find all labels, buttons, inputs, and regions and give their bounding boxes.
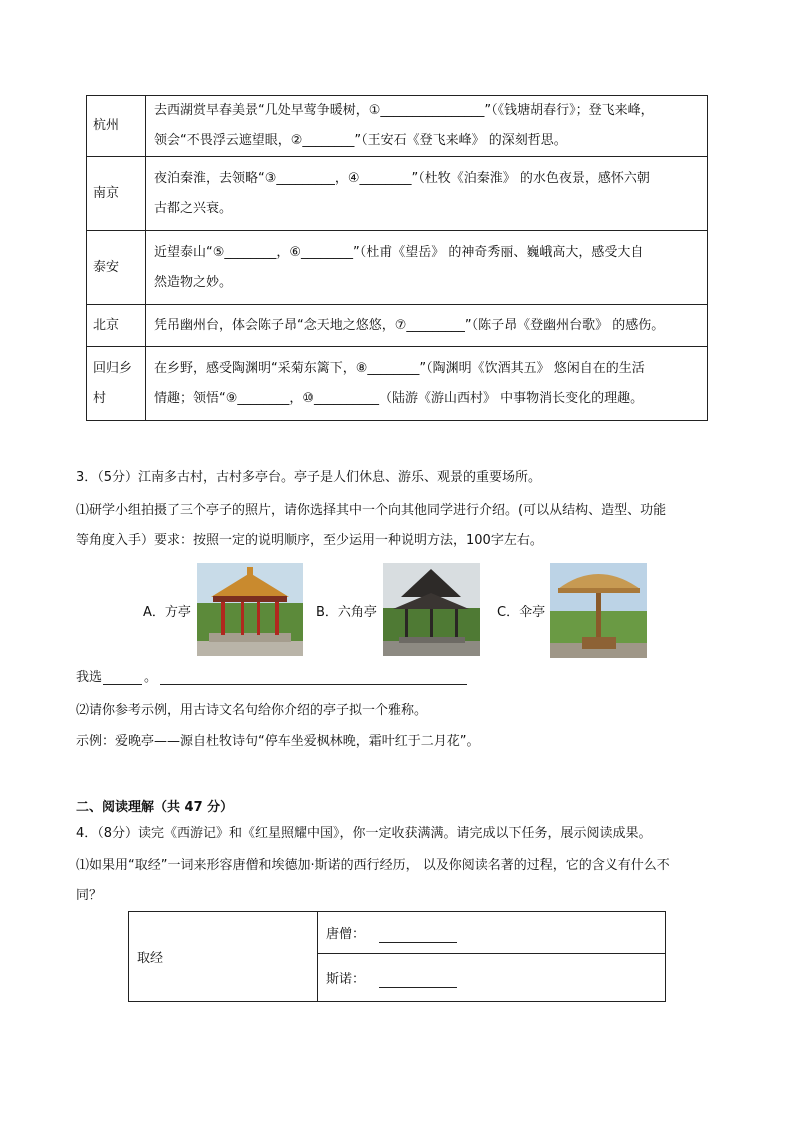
snow-cell: [318, 954, 666, 1002]
description-line: 情趣；领悟“⑨________，⑩__________（陆游《游山西村》 中事物消长变化的理趣。: [154, 390, 644, 406]
description-cell: [146, 305, 708, 347]
choose-suffix: 。: [144, 670, 158, 685]
qujing-table: [128, 911, 666, 1002]
table-row: [87, 157, 708, 231]
snow-answer-blank[interactable]: [379, 972, 457, 988]
description-line: 古都之兴衰。: [154, 200, 233, 216]
description-line: 领会“不畏浮云遮望眼，②________”（王安石《登飞来峰》 的深刻哲思。: [154, 133, 567, 148]
answer-blank-line[interactable]: [160, 684, 467, 685]
question-3-sub2: ⑵请你参考示例，用古诗文名句给你介绍的亭子拟一个雅称。: [76, 703, 428, 718]
question-3-stem: 3．（5分）江南多古村，古村多亭台。亭子是人们休息、游乐、观景的重要场所。: [76, 470, 542, 485]
question-3-example: 示例：爱晚亭——源自杜牧诗句“停车坐爱枫林晚，霜叶红于二月花”。: [76, 734, 480, 749]
description-line: 凭吊幽州台，体会陈子昂“念天地之悠悠，⑦_________”（陈子昂《登幽州台歌》 的感伤。: [154, 317, 665, 333]
description-line: 近望泰山“⑤________，⑥________”（杜甫《望岳》 的神奇秀丽、巍峨高大，感受大自: [154, 244, 644, 260]
qujing-label-cell: 取经: [129, 912, 318, 1002]
tangseng-answer-blank[interactable]: [379, 927, 457, 943]
table-row: [87, 305, 708, 347]
tangseng-label: 唐僧：: [326, 926, 366, 942]
section-title: 二、阅读理解（共 47 分）: [76, 800, 234, 815]
question-3-sub1-line1: ⑴研学小组拍摄了三个亭子的照片，请你选择其中一个向其他同学进行介绍。(可以从结构、造型、功能: [76, 503, 667, 518]
city-cell: 南京: [87, 157, 146, 231]
table-row: [87, 347, 708, 421]
description-line: 夜泊秦淮，去领略“③_________，④________”（杜牧《泊秦淮》 的水色夜景，感怀六朝: [154, 170, 650, 186]
description-line: 去西湖赏早春美景“几处早莺争暖树，①________________”（《钱塘胡春行》；登飞来峰，: [154, 103, 654, 118]
description-cell: [146, 157, 708, 231]
city-cell: 北京: [87, 305, 146, 347]
city-cell: 泰安: [87, 231, 146, 305]
square-pavilion-photo: [197, 563, 303, 656]
umbrella-pavilion-photo: [550, 563, 647, 658]
city-cell: 杭州: [87, 96, 146, 157]
option-c-label: C．伞亭: [497, 605, 546, 620]
tangseng-cell: [318, 912, 666, 954]
question-4-sub1-line2: 同？: [76, 888, 103, 903]
option-a-label: A．方亭: [143, 605, 191, 620]
hexagonal-pavilion-photo: [383, 563, 480, 656]
table-row: [87, 96, 708, 157]
description-cell: [146, 96, 708, 157]
choose-blank[interactable]: [103, 684, 142, 685]
question-4-stem: 4．（8分）读完《西游记》和《红星照耀中国》，你一定收获满满。请完成以下任务，展示阅读成果。: [76, 826, 652, 841]
city-label: 回归乡村: [93, 360, 133, 406]
description-cell: [146, 347, 708, 421]
description-line: 在乡野，感受陶渊明“采菊东篱下，⑧________”（陶渊明《饮酒其五》 悠闲自在的生活: [154, 360, 645, 376]
choose-prefix: 我选: [76, 670, 103, 685]
table-row: [87, 231, 708, 305]
description-cell: [146, 231, 708, 305]
question-3-sub1-line2: 等角度入手）要求：按照一定的说明顺序，至少运用一种说明方法，100字左右。: [76, 533, 543, 548]
table-row: [129, 912, 666, 954]
question-4-sub1-line1: ⑴如果用“取经”一词来形容唐僧和埃德加·斯诺的西行经历， 以及你阅读名著的过程，它的含义有什么不: [76, 858, 670, 873]
city-cell: [87, 347, 146, 421]
option-b-label: B．六角亭: [316, 605, 377, 620]
snow-label: 斯诺：: [326, 971, 366, 987]
description-line: 然造物之妙。: [154, 274, 233, 290]
cities-poetry-table: [86, 95, 708, 421]
